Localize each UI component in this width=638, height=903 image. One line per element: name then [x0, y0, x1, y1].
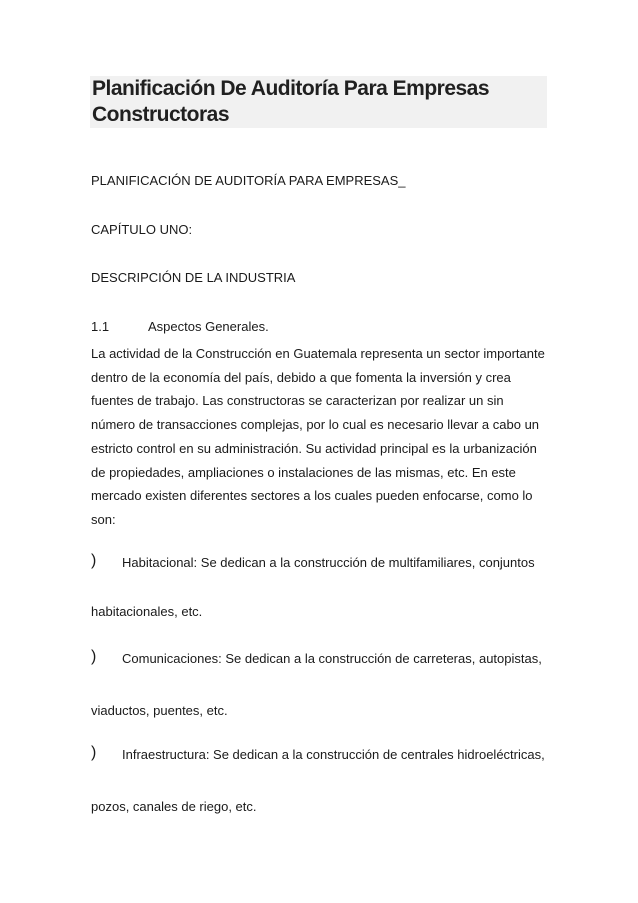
- heading-descripcion: DESCRIPCIÓN DE LA INDUSTRIA: [91, 270, 296, 285]
- bullet-item-habitacional: Habitacional: Se dedican a la construcción de multifamiliares, conjuntos: [122, 555, 535, 570]
- heading-capitulo: CAPÍTULO UNO:: [91, 222, 193, 237]
- heading-planificacion: PLANIFICACIÓN DE AUDITORÍA PARA EMPRESAS_: [91, 173, 406, 188]
- paragraph-line: son:: [91, 511, 116, 527]
- bullet-glyph-icon: ): [91, 552, 97, 569]
- section-title: Aspectos Generales.: [148, 319, 269, 334]
- paragraph-line: La actividad de la Construcción en Guatemala representa un sector importante: [91, 346, 545, 361]
- section-heading: [91, 319, 269, 335]
- bullet-continuation: habitacionales, etc.: [91, 604, 203, 619]
- title-block: [90, 76, 547, 128]
- paragraph-line: de propiedades, ampliaciones o instalaciones de las mismas, etc. En este: [91, 464, 516, 480]
- document-title: [90, 76, 547, 128]
- bullet-item-comunicaciones: Comunicaciones: Se dedican a la construcción de carreteras, autopistas,: [122, 651, 542, 666]
- paragraph-line: número de transacciones complejas, por lo cual es necesario llevar a cabo un: [91, 417, 540, 433]
- bullet-continuation: viaductos, puentes, etc.: [91, 703, 228, 718]
- title-line-2: Constructoras: [92, 103, 230, 126]
- bullet-item-infraestructura: Infraestructura: Se dedican a la construcción de centrales hidroeléctricas,: [122, 747, 545, 762]
- body-paragraph: [91, 342, 551, 532]
- bullet-glyph-icon: ): [91, 744, 97, 761]
- paragraph-line: dentro de la economía del país, debido a que fomenta la inversión y crea: [91, 369, 511, 385]
- paragraph-line: mercado existen diferentes sectores a los cuales pueden enfocarse, como lo: [91, 488, 533, 504]
- paragraph-line: estricto control en su administración. Su actividad principal es la urbanización: [91, 440, 537, 456]
- title-line-1: Planificación De Auditoría Para Empresas: [92, 77, 490, 100]
- section-number: 1.1: [91, 319, 110, 334]
- paragraph-line: fuentes de trabajo. Las constructoras se caracterizan por realizar un sin: [91, 393, 504, 409]
- bullet-glyph-icon: ): [91, 648, 97, 665]
- bullet-continuation: pozos, canales de riego, etc.: [91, 799, 257, 814]
